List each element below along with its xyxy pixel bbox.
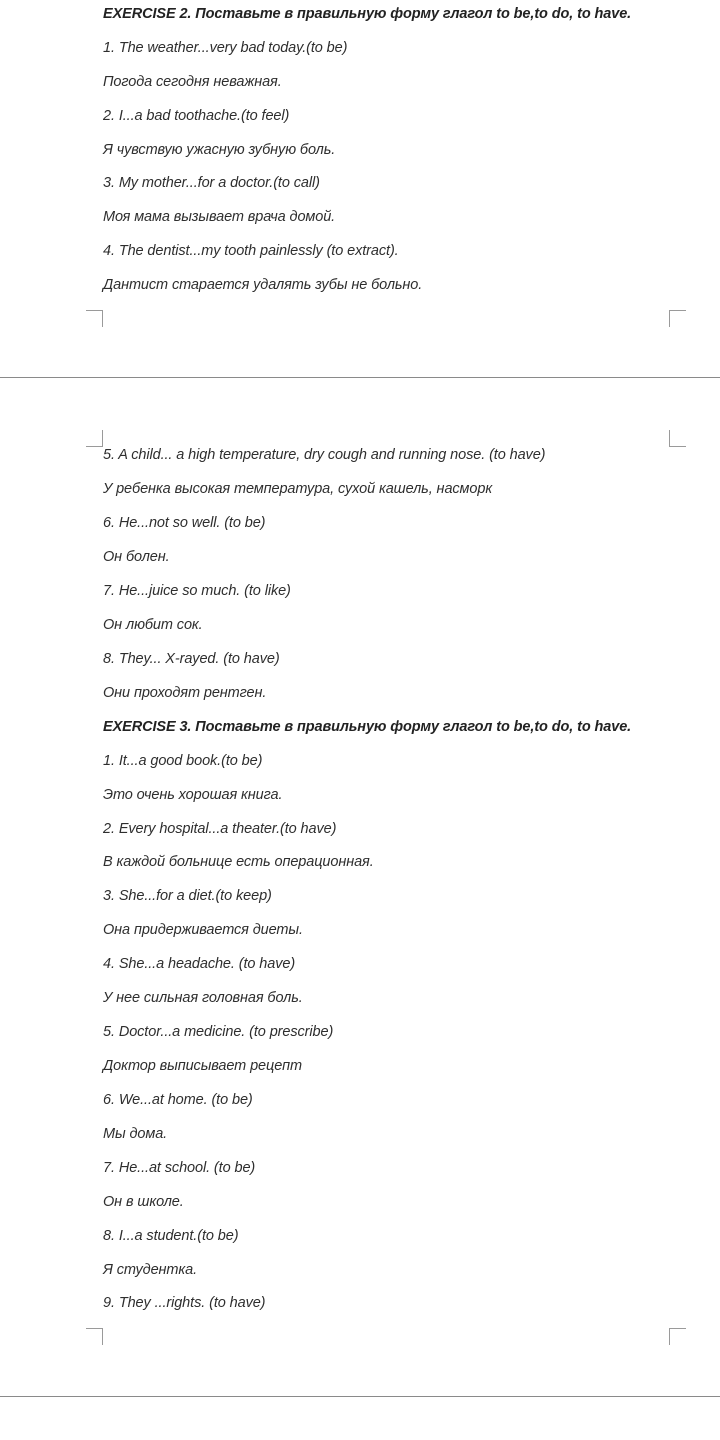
translation-line: Он любит сок. xyxy=(103,617,203,633)
sentence-line: 5. Doctor...a medicine. (to prescribe) xyxy=(103,1024,334,1040)
sentence-line: 3. She...for a diet.(to keep) xyxy=(103,888,272,904)
translation-line: Я чувствую ужасную зубную боль. xyxy=(103,142,336,158)
margin-corner-mark xyxy=(86,430,103,447)
translation-line: Доктор выписывает рецепт xyxy=(103,1058,303,1074)
sentence-line: 2. I...a bad toothache.(to feel) xyxy=(103,108,290,124)
translation-line: Она придерживается диеты. xyxy=(103,922,303,938)
sentence-line: 2. Every hospital...a theater.(to have) xyxy=(103,821,337,837)
sentence-line: 4. The dentist...my tooth painlessly (to extract). xyxy=(103,243,399,259)
translation-line: Мы дома. xyxy=(103,1126,168,1142)
translation-line: Моя мама вызывает врача домой. xyxy=(103,209,336,225)
translation-line: Это очень хорошая книга. xyxy=(103,787,283,803)
sentence-line: 5. A child... a high temperature, dry cough and running nose. (to have) xyxy=(103,447,546,463)
translation-line: Дантист старается удалять зубы не больно. xyxy=(103,277,423,293)
sentence-line: 8. They... X-rayed. (to have) xyxy=(103,651,280,667)
page-break-divider xyxy=(0,377,720,378)
margin-corner-mark xyxy=(86,1328,103,1345)
margin-corner-mark xyxy=(86,310,103,327)
translation-line: У ребенка высокая температура, сухой кашель, насморк xyxy=(103,481,493,497)
sentence-line: 7. He...juice so much. (to like) xyxy=(103,583,291,599)
sentence-line: 4. She...a headache. (to have) xyxy=(103,956,296,972)
sentence-line: 6. We...at home. (to be) xyxy=(103,1092,253,1108)
translation-line: Они проходят рентген. xyxy=(103,685,267,701)
translation-line: В каждой больнице есть операционная. xyxy=(103,854,374,870)
page-break-divider xyxy=(0,1396,720,1397)
sentence-line: 9. They ...rights. (to have) xyxy=(103,1295,266,1311)
exercise-2-heading: EXERCISE 2. Поставьте в правильную форму глагол to be,to do, to have. xyxy=(103,6,632,22)
exercise-3-heading: EXERCISE 3. Поставьте в правильную форму глагол to be,to do, to have. xyxy=(103,719,632,735)
translation-line: Он болен. xyxy=(103,549,170,565)
margin-corner-mark xyxy=(669,310,686,327)
sentence-line: 6. He...not so well. (to be) xyxy=(103,515,266,531)
sentence-line: 7. He...at school. (to be) xyxy=(103,1160,256,1176)
translation-line: Погода сегодня неважная. xyxy=(103,74,282,90)
margin-corner-mark xyxy=(669,430,686,447)
translation-line: Я студентка. xyxy=(103,1262,198,1278)
sentence-line: 8. I...a student.(to be) xyxy=(103,1228,239,1244)
sentence-line: 1. The weather...very bad today.(to be) xyxy=(103,40,348,56)
sentence-line: 1. It...a good book.(to be) xyxy=(103,753,263,769)
margin-corner-mark xyxy=(669,1328,686,1345)
translation-line: У нее сильная головная боль. xyxy=(103,990,303,1006)
translation-line: Он в школе. xyxy=(103,1194,184,1210)
sentence-line: 3. My mother...for a doctor.(to call) xyxy=(103,175,320,191)
